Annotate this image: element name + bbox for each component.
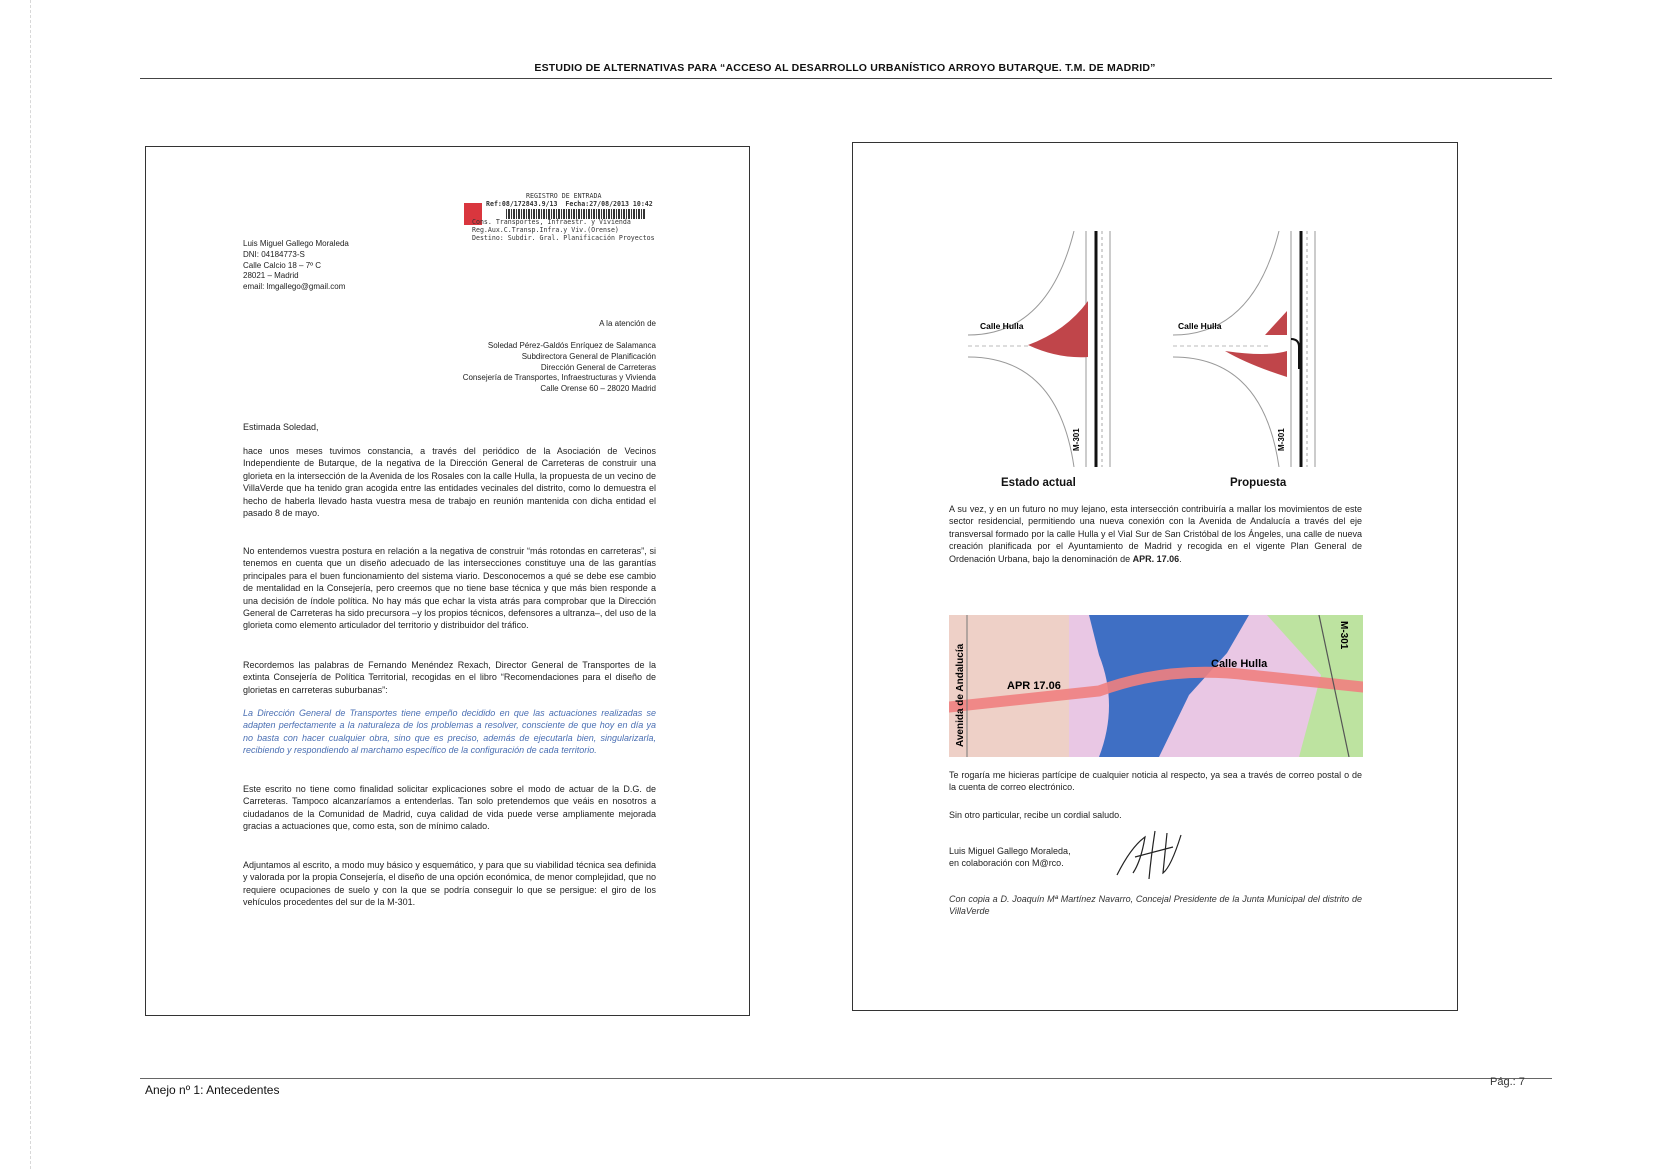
letter-paragraph-2: No entendemos vuestra postura en relación a la negativa de construir “más rotondas en carreteras”, si tenemos en cuenta que un diseño adecuado de las intersecciones constituye una de las garantías principales para el buen funcionamiento del sistema viario. Desconocemos a qué se debe ese cambio de mentalidad en la Consejería, pero creemos que no tiene base técnica y que más bien responde a una decisión de índole política. No hay más que echar la vista atrás para comprobar que la Dirección General de Carreteras ha sido precursora –y los propios técnicos, defensores a ultranza–, del uso de la glorieta como elemento articulador del territorio y distribuidor del tráfico. [243,546,656,631]
stamp-destination: Destino: Subdir. Gral. Planificación Proyectos [472,234,655,242]
footer-rule [140,1078,1552,1079]
letter-quote: La Dirección General de Transportes tiene empeño decidido en que las actuaciones realizadas se adapten perfectamente a la naturaleza de los problemas a resolver, consciente de que hoy en día ya no basta con hacer cualquier obra, sino que es preciso, además de ejecutarla bien, singularizarla, recibiendo y respondiendo al marchamo específico de la configuración de cada territorio. [243,708,656,756]
recipient-address: Calle Orense 60 – 28020 Madrid [540,384,656,394]
footer-page-number: Pág.: 7 [1490,1076,1525,1088]
paragraph-6-text: A su vez, y en un futuro no muy lejano, esta intersección contribuiría a mallar los movimientos de este sector residencial, permitiendo una nueva conexión con la Avenida de Andalucía a través del eje transversal formado por la calle Hulla y el Vial Sur de San Cristóbal de los Ángeles, una calle de nueva creación planificada por el Ayuntamiento de Madrid y recogida en el vigente Plan General de Ordenación Urbana, bajo la denominación de [949,504,1362,564]
intersection-diagrams [968,231,1348,467]
street-label: Calle Hulla [980,321,1024,331]
copy-note: Con copia a D. Joaquín Mª Martínez Navarro, Concejal Presidente de la Junta Municipal del distrito de VillaVerde [949,894,1362,917]
stamp-reference: Ref:08/172843.9/13 Fecha:27/08/2013 10:42 [486,200,653,208]
street-label: Calle Hulla [1178,321,1222,331]
sender-email: email: lmgallego@gmail.com [243,282,346,292]
recipient-role-2: Dirección General de Carreteras [540,362,656,372]
traffic-island-north [1265,311,1287,335]
m301-label: M-301 [1338,621,1349,650]
caption-current-state: Estado actual [1001,477,1076,489]
letter-paragraph-7: Te rogaría me hicieras partícipe de cualquier noticia al respecto, ya sea a través de correo postal o de la cuenta de correo electrónico. [949,770,1362,793]
header-rule [140,78,1552,79]
handwritten-signature-icon [1111,827,1191,883]
document-header-title: ESTUDIO DE ALTERNATIVAS PARA “ACCESO AL DESARROLLO URBANÍSTICO ARROYO BUTARQUE. T.M. DE MADRID” [534,62,1156,74]
letter-paragraph-6: A su vez, y en un futuro no muy lejano, esta intersección contribuiría a mallar los movimientos de este sector residencial, permitiendo una nueva conexión con la Avenida de Andalucía a través del eje transversal formado por la calle Hulla y el Vial Sur de San Cristóbal de los Ángeles, una calle de nueva creación planificada por el Ayuntamiento de Madrid y recogida en el vigente Plan General de Ordenación Urbana, bajo la denominación de APR. 17.06. [949,504,1362,564]
apr-designation: APR. 17.06 [1132,553,1180,564]
footer-annex-label: Anejo nº 1: Antecedentes [145,1083,280,1097]
slip-road-curve [968,357,1074,467]
stamp-department: Cons. Transportes, Infraestr. y Vivienda [472,218,631,226]
letter-page-1 [145,146,750,1016]
apr-label: APR 17.06 [1007,680,1061,692]
diagram-proposal [1173,231,1315,467]
sender-city: 28021 – Madrid [243,271,299,281]
sender-address: Calle Calcio 18 – 7º C [243,260,322,270]
signature-collaboration: en colaboración con M@rco. [949,858,1064,869]
signature-name: Luis Miguel Gallego Moraleda, [949,846,1071,856]
recipient-block [326,341,656,395]
slip-road-curve [968,231,1074,335]
sender-name: Luis Miguel Gallego Moraleda [243,239,349,248]
letter-greeting: Estimada Soledad, [243,422,319,432]
letter-closing: Sin otro particular, recibe un cordial saludo. [949,810,1122,820]
road-label: M-301 [1277,428,1286,451]
location-map [949,615,1363,757]
letter-paragraph-4: Este escrito no tiene como finalidad solicitar explicaciones sobre el modo de actuar de la D.G. de Carreteras. Tampoco alcanzaríamos a entenderlas. Tan solo pretendemos que veáis en nosotros a ciudadanos de la Comunidad de Madrid, cuya calidad de vida puede verse ampliamente mejorada gracias a actuaciones que, como esta, son de mínimo calado. [243,784,656,832]
recipient-attention: A la atención de [599,319,656,328]
avenue-label: Avenida de Andalucía [955,643,966,747]
recipient-name: Soledad Pérez-Galdós Enríquez de Salamanca [487,341,656,350]
slip-road-curve [1173,357,1279,467]
recipient-role-3: Consejería de Transportes, Infraestructuras y Vivienda [462,373,656,383]
letter-paragraph-3: Recordemos las palabras de Fernando Menéndez Rexach, Director General de Transportes de la extinta Consejería de Política Territorial, recogidas en el libro “Recomendaciones para el diseño de glorietas en carreteras suburbanas”: [243,660,656,695]
traffic-island [1028,301,1088,357]
street-label: Calle Hulla [1211,658,1268,670]
u-turn-arrow-icon [1291,339,1299,369]
stamp-title: REGISTRO DE ENTRADA [526,192,602,200]
sender-block [243,239,483,293]
road-label: M-301 [1072,428,1081,451]
letter-paragraph-1: hace unos meses tuvimos constancia, a través del periódico de la Asociación de Vecinos Independiente de Butarque, de la negativa de la Dirección General de Carreteras de construir una glorieta en la intersección de la Avenida de los Rosales con la calle Hulla, la propuesta de un vecino de VillaVerde que ha tenido gran acogida entre las entidades vecinales del distrito, como lo demuestra el hecho de haberla llevado hasta vuestra mesa de trabajo en reunión mantenida con dicha entidad el pasado 8 de mayo. [243,446,656,519]
scan-edge-marks [30,0,35,1169]
letter-page-2 [852,142,1458,1011]
traffic-island-south [1225,351,1287,377]
diagram-current-state [968,231,1110,467]
letter-paragraph-5: Adjuntamos al escrito, a modo muy básico y esquemático, y para que su viabilidad técnica sea definida y valorada por la propia Consejería, el diseño de una opción económica, de menor complejidad, que no requiere ocupaciones de suelo y con la que se podría conseguir lo que se persigue: el giro de los vehículos procedentes del sur de la M-301. [243,860,656,908]
caption-proposal: Propuesta [1230,477,1287,489]
sender-dni: DNI: 04184773-S [243,249,305,259]
recipient-role-1: Subdirectora General de Planificación [521,351,656,361]
stamp-auxiliary-register: Reg.Aux.C.Transp.Infra.y Viv.(Orense) [472,226,619,234]
slip-road-curve [1173,231,1279,335]
